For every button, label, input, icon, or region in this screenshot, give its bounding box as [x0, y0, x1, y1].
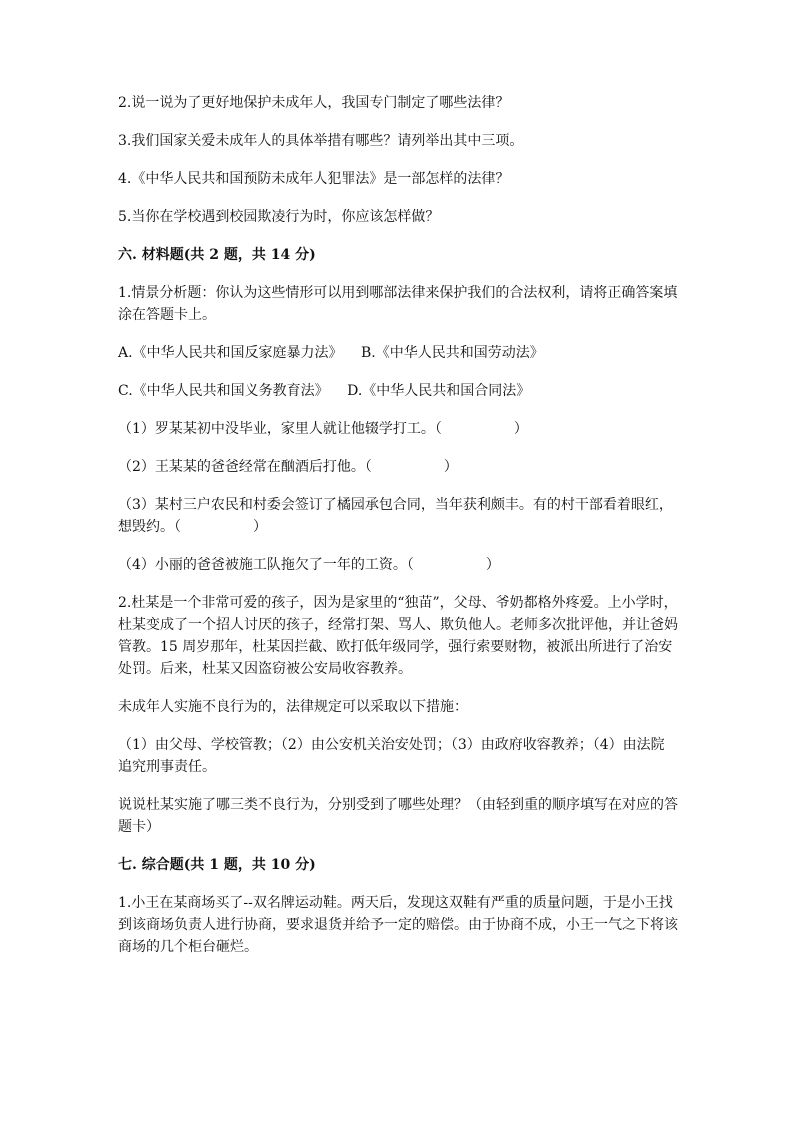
options-row-1	[118, 342, 678, 364]
question-4: 4.《中华人民共和国预防未成年人犯罪法》是一部怎样的法律？	[118, 171, 510, 187]
scenario-3: （3）某村三户农民和村委会签订了橘园承包合同，当年获利颇丰。有的村干部看着眼红，想毁约。（ ）	[118, 497, 673, 535]
section-6-title: 六. 材料题(共 2 题，共 14 分)	[118, 247, 316, 263]
measures-intro: 未成年人实施不良行为的，法律规定可以采取以下措施：	[118, 699, 468, 715]
option-b: B.《中华人民共和国劳动法》	[361, 345, 544, 361]
question-2: 2.说一说为了更好地保护未成年人，我国专门制定了哪些法律？	[118, 95, 510, 111]
scenario-1: （1）罗某某初中没毕业，家里人就让他辍学打工。（ ）	[118, 421, 528, 437]
scenario-4: （4）小丽的爸爸被施工队拖欠了一年的工资。（ ）	[118, 557, 500, 573]
option-d: D.《中华人民共和国合同法》	[347, 383, 531, 399]
question-5: 5.当你在学校遇到校园欺凌行为时，你应该怎样做？	[118, 209, 440, 225]
section-7-title: 七. 综合题(共 1 题，共 10 分)	[118, 857, 316, 873]
option-c: C.《中华人民共和国义务教育法》	[118, 383, 329, 399]
option-a: A.《中华人民共和国反家庭暴力法》	[118, 345, 343, 361]
question-3: 3.我们国家关爱未成年人的具体举措有哪些？请列举出其中三项。	[118, 133, 524, 149]
options-row-2	[118, 380, 678, 402]
document-page	[118, 92, 678, 974]
section-6-question-2-prompt: 说说杜某实施了哪三类不良行为，分别受到了哪些处理？（由轻到重的顺序填写在对应的答题卡）	[118, 797, 678, 835]
section-6-question-2: 2.杜某是一个非常可爱的孩子，因为是家里的“独苗”，父母、爷奶都格外疼爱。上小学时，杜某变成了一个招人讨厌的孩子，经常打架、骂人、欺负他人。老师多次批评他，并让爸妈管教。15 周岁那年，杜某因拦截、欧打低年级同学，强行索要财物，被派出所进行了治安处罚。后来，杜某又因盗窃被公安局收容教养。	[118, 595, 678, 677]
scenario-2: （2）王某某的爸爸经常在酗酒后打他。（ ）	[118, 459, 458, 475]
section-6-question-1: 1.情景分析题：你认为这些情形可以用到哪部法律来保护我们的合法权利，请将正确答案填涂在答题卡上。	[118, 285, 678, 323]
section-7-question-1: 1.小王在某商场买了--双名牌运动鞋。两天后，发现这双鞋有严重的质量问题，于是小王找到该商场负责人进行协商，要求退货并给予一定的赔偿。由于协商不成，小王一气之下将该商场的几个柜台砸烂。	[118, 895, 678, 955]
measures-list: （1）由父母、学校管教；（2）由公安机关治安处罚；（3）由政府收容教养；（4）由法院追究刑事责任。	[118, 737, 665, 775]
